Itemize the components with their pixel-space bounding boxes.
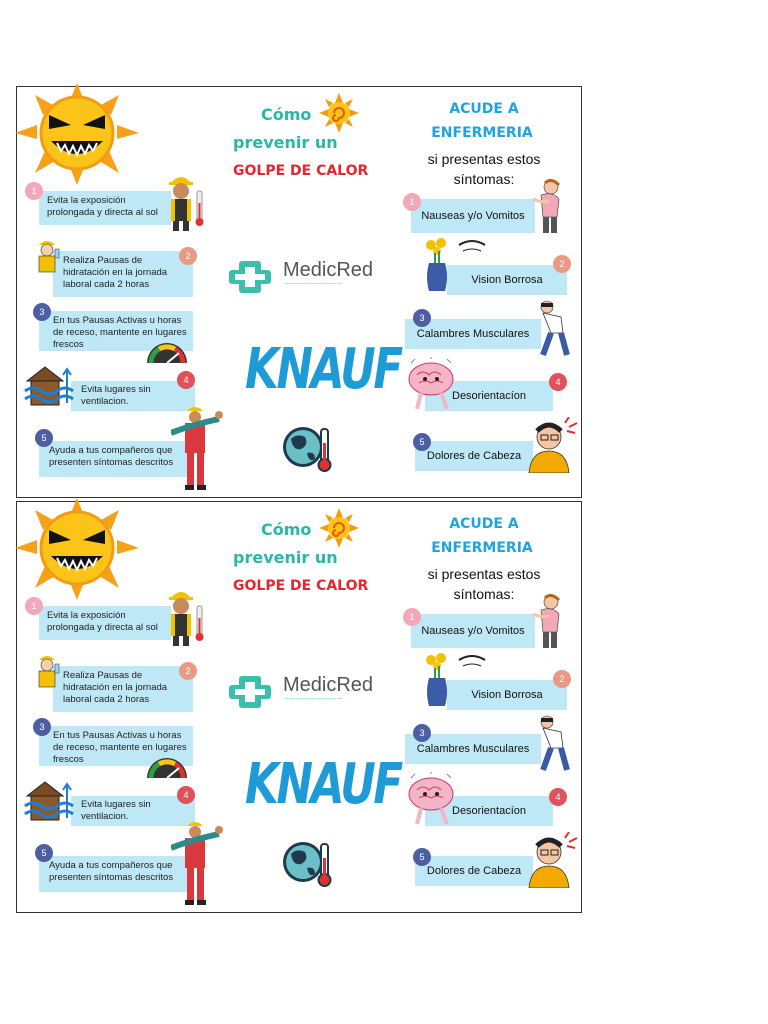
worker-drinking-icon (33, 652, 63, 692)
rescue-worker-icon (171, 403, 223, 491)
symptom-text: Vision Borrosa (471, 688, 543, 701)
tip-text: En tus Pausas Activas u horas de receso, mantente en lugares frescos (53, 315, 187, 350)
tip-box-1 (39, 191, 171, 225)
tip-number-4: 4 (177, 786, 195, 804)
symptom-text: Calambres Musculares (416, 327, 530, 340)
heat-house-icon (23, 778, 75, 824)
symptom-box-1 (411, 199, 535, 233)
tip-number-2: 2 (179, 247, 197, 265)
worker-drinking-icon (33, 237, 63, 277)
symptom-number-3: 3 (413, 309, 431, 327)
gauge-icon (143, 339, 191, 365)
worker-thermometer-icon (165, 584, 207, 646)
heat-house-icon (23, 363, 75, 409)
sun-swirl-icon (319, 93, 359, 133)
symptom-text: Vision Borrosa (471, 273, 543, 286)
tip-number-1: 1 (25, 597, 43, 615)
medicred-tagline-graphic: ─────────── (285, 696, 343, 702)
tip-text: Evita lugares sin ventilacion. (81, 799, 151, 822)
eye-icon (457, 237, 487, 257)
medicred-tagline-graphic: ─────────── (285, 281, 343, 287)
globe-thermometer-icon (279, 836, 339, 890)
infographic-card-bottom (16, 501, 582, 913)
acude-line-2: ENFERMERIA (431, 125, 533, 141)
sun-swirl-icon (319, 508, 359, 548)
symptom-box-1 (411, 614, 535, 648)
symptom-text: Calambres Musculares (416, 742, 530, 755)
angry-sun-icon (15, 81, 143, 185)
medicred-logo-icon (225, 672, 275, 712)
globe-thermometer-icon (279, 421, 339, 475)
title-line-2: prevenir un (233, 133, 338, 152)
title-line-1: Cómo (261, 105, 312, 124)
gauge-icon (143, 754, 191, 780)
symptom-text: Desorientacíon (452, 389, 526, 402)
presentas-line-2: síntomas: (453, 171, 515, 187)
tip-number-4: 4 (177, 371, 195, 389)
tip-number-1: 1 (25, 182, 43, 200)
symptom-text: Nauseas y/o Vomitos (421, 209, 525, 222)
tip-box-2 (53, 666, 193, 712)
tip-number-3: 3 (33, 303, 51, 321)
acude-line-1: ACUDE A (449, 516, 519, 532)
blurry-flower-vase-icon (421, 237, 455, 295)
tip-text: Evita la exposición prolongada y directa al sol (47, 610, 158, 633)
title-line-3: GOLPE DE CALOR (233, 578, 369, 594)
headache-person-icon (521, 832, 579, 888)
symptom-text: Dolores de Cabeza (426, 864, 522, 877)
dizzy-brain-icon (405, 772, 459, 830)
blurry-flower-vase-icon (421, 652, 455, 710)
title-line-2: prevenir un (233, 548, 338, 567)
tip-text: Realiza Pausas de hidratación en la jornada laboral cada 2 horas (63, 255, 168, 290)
symptom-number-5: 5 (413, 848, 431, 866)
worker-thermometer-icon (165, 169, 207, 231)
symptom-number-1: 1 (403, 193, 421, 211)
tip-number-5: 5 (35, 844, 53, 862)
rescue-worker-icon (171, 818, 223, 906)
symptom-number-4: 4 (549, 373, 567, 391)
symptom-text: Nauseas y/o Vomitos (421, 624, 525, 637)
tip-text: Evita la exposición prolongada y directa al sol (47, 195, 158, 218)
tip-number-3: 3 (33, 718, 51, 736)
symptom-box-5 (415, 441, 533, 471)
title-line-3: GOLPE DE CALOR (233, 163, 369, 179)
acude-line-1: ACUDE A (449, 101, 519, 117)
angry-sun-icon (15, 496, 143, 600)
medicred-brand: MedicRed (283, 674, 374, 696)
title-line-1: Cómo (261, 520, 312, 539)
symptom-text: Dolores de Cabeza (426, 449, 522, 462)
symptom-box-2 (447, 680, 567, 710)
knauf-brand: KNAUF (245, 752, 401, 817)
acude-line-2: ENFERMERIA (431, 540, 533, 556)
tip-number-5: 5 (35, 429, 53, 447)
headache-person-icon (521, 417, 579, 473)
symptom-number-5: 5 (413, 433, 431, 451)
medicred-logo-icon (225, 257, 275, 297)
medicred-brand: MedicRed (283, 259, 374, 281)
symptom-number-1: 1 (403, 608, 421, 626)
presentas-line-2: síntomas: (453, 586, 515, 602)
knauf-brand: KNAUF (245, 337, 401, 402)
tip-box-5 (39, 441, 189, 477)
tip-text: Ayuda a tus compañeros que presenten síntomas descritos (49, 860, 174, 883)
symptom-box-2 (447, 265, 567, 295)
symptom-number-3: 3 (413, 724, 431, 742)
tip-box-2 (53, 251, 193, 297)
tip-box-5 (39, 856, 189, 892)
infographic-card-top (16, 86, 582, 498)
dizzy-brain-icon (405, 357, 459, 415)
tip-box-1 (39, 606, 171, 640)
symptom-number-2: 2 (553, 255, 571, 273)
presentas-line-1: si presentas estos (427, 566, 541, 582)
symptom-box-5 (415, 856, 533, 886)
tip-text: Ayuda a tus compañeros que presenten síntomas descritos (49, 445, 174, 468)
symptom-number-2: 2 (553, 670, 571, 688)
tip-text: Realiza Pausas de hidratación en la jornada laboral cada 2 horas (63, 670, 168, 705)
presentas-line-1: si presentas estos (427, 151, 541, 167)
tip-number-2: 2 (179, 662, 197, 680)
symptom-number-4: 4 (549, 788, 567, 806)
tip-text: Evita lugares sin ventilacion. (81, 384, 151, 407)
cramp-person-icon (533, 714, 573, 772)
nauseous-person-icon (529, 177, 571, 235)
tip-text: En tus Pausas Activas u horas de receso, mantente en lugares frescos (53, 730, 187, 765)
cramp-person-icon (533, 299, 573, 357)
symptom-text: Desorientacíon (452, 804, 526, 817)
nauseous-person-icon (529, 592, 571, 650)
eye-icon (457, 652, 487, 672)
